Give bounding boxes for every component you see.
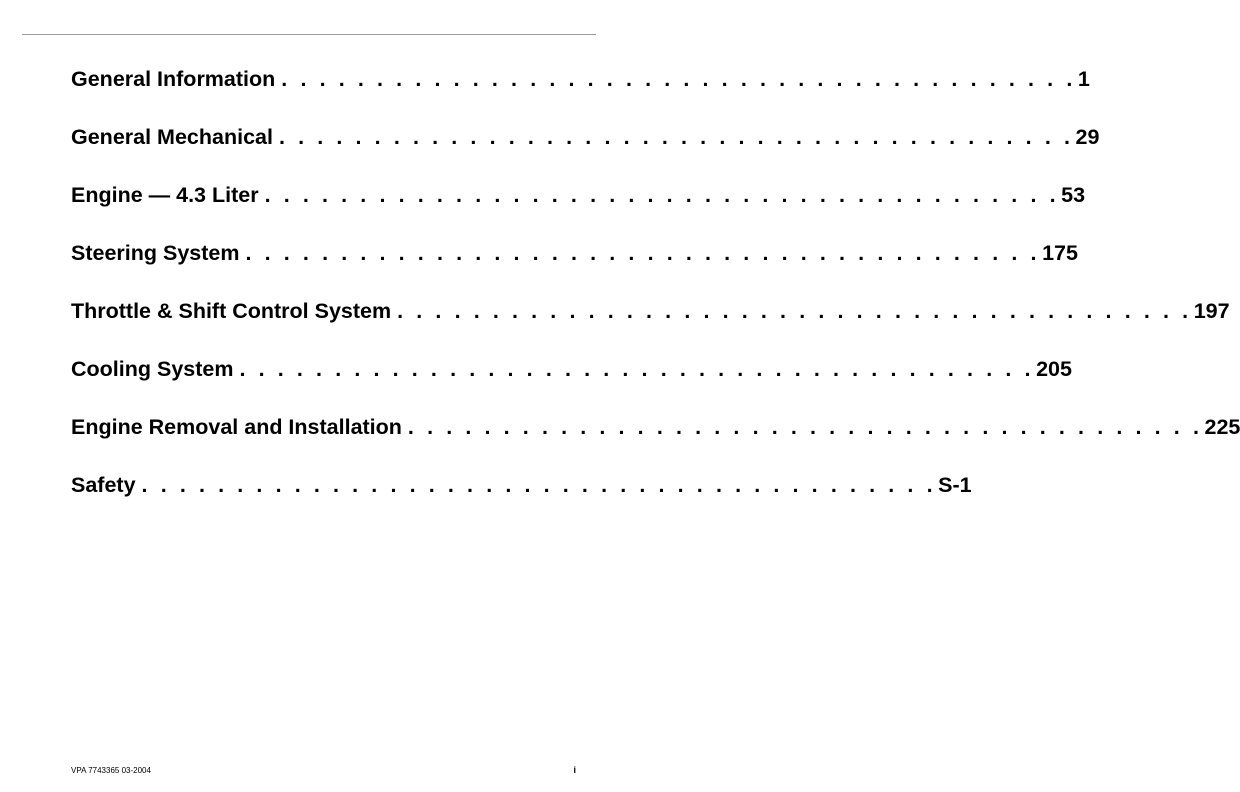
toc-entry-title: Throttle & Shift Control System bbox=[71, 299, 392, 323]
table-of-contents bbox=[71, 64, 1240, 528]
toc-entry-page: 1 bbox=[1077, 67, 1090, 91]
toc-dot-leader: . . . . . . . . . . . . . . . . . . . . . . . . . . . . . . . . . . . . . . . . . . bbox=[245, 241, 1041, 265]
toc-entry-engine-removal-installation[interactable] bbox=[71, 412, 1240, 470]
toc-entry-general-mechanical[interactable] bbox=[71, 122, 1100, 180]
toc-entry-page: 197 bbox=[1193, 299, 1230, 323]
toc-dot-leader: . . . . . . . . . . . . . . . . . . . . . . . . . . . . . . . . . . . . . . . . . . bbox=[407, 415, 1203, 439]
toc-entry-title: General Mechanical bbox=[71, 125, 273, 149]
toc-dot-leader: . . . . . . . . . . . . . . . . . . . . . . . . . . . . . . . . . . . . . . . . . . bbox=[278, 125, 1074, 149]
toc-entry-page: 53 bbox=[1061, 183, 1086, 207]
toc-entry-page: 175 bbox=[1042, 241, 1078, 265]
toc-entry-steering-system[interactable] bbox=[71, 238, 1078, 296]
toc-dot-leader: . . . . . . . . . . . . . . . . . . . . . . . . . . . . . . . . . . . . . . . . . . bbox=[397, 299, 1192, 323]
header-rule bbox=[22, 34, 596, 35]
toc-entry-title: Safety bbox=[71, 473, 136, 497]
toc-entry-title: Engine Removal and Installation bbox=[71, 415, 402, 439]
toc-entry-page: S-1 bbox=[938, 473, 972, 497]
toc-entry-safety[interactable] bbox=[71, 470, 972, 528]
toc-entry-title: General Information bbox=[71, 67, 276, 91]
footer-page-number: i bbox=[573, 765, 576, 775]
toc-dot-leader: . . . . . . . . . . . . . . . . . . . . . . . . . . . . . . . . . . . . . . . . . . bbox=[239, 357, 1035, 381]
toc-entry-general-information[interactable] bbox=[71, 64, 1090, 122]
toc-entry-title: Cooling System bbox=[71, 357, 234, 381]
toc-entry-title: Steering System bbox=[71, 241, 240, 265]
toc-entry-page: 225 bbox=[1204, 415, 1240, 439]
toc-dot-leader: . . . . . . . . . . . . . . . . . . . . . . . . . . . . . . . . . . . . . . . . . . bbox=[281, 67, 1076, 91]
toc-entry-cooling-system[interactable] bbox=[71, 354, 1072, 412]
toc-entry-engine[interactable] bbox=[71, 180, 1086, 238]
toc-entry-title: Engine — 4.3 Liter bbox=[71, 183, 259, 207]
toc-entry-page: 205 bbox=[1036, 357, 1072, 381]
toc-dot-leader: . . . . . . . . . . . . . . . . . . . . . . . . . . . . . . . . . . . . . . . . . . bbox=[264, 183, 1060, 207]
footer-document-id: VPA 7743365 03-2004 bbox=[71, 766, 151, 775]
toc-dot-leader: . . . . . . . . . . . . . . . . . . . . . . . . . . . . . . . . . . . . . . . . . . bbox=[141, 473, 937, 497]
toc-entry-page: 29 bbox=[1075, 125, 1100, 149]
toc-entry-throttle-shift-control[interactable] bbox=[71, 296, 1230, 354]
